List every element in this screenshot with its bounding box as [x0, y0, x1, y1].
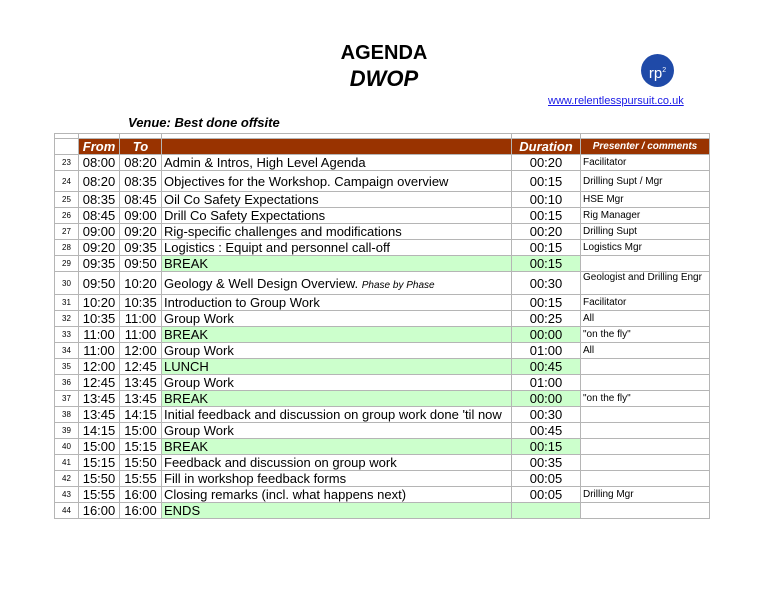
row-number: 27: [55, 224, 79, 240]
presenter-cell: [581, 439, 710, 455]
from-cell: 09:35: [79, 256, 120, 272]
presenter-cell: [581, 256, 710, 272]
activity-text: LUNCH: [164, 359, 209, 374]
table-row: [55, 224, 710, 240]
col-header-duration: Duration: [512, 139, 581, 155]
table-row: [55, 407, 710, 423]
company-logo: [641, 54, 674, 87]
presenter-cell: [581, 375, 710, 391]
activity-text: ENDS: [164, 503, 201, 518]
activity-cell: [162, 375, 512, 391]
activity-text: Group Work: [164, 423, 234, 438]
presenter-cell: Logistics Mgr: [581, 240, 710, 256]
from-cell: 08:45: [79, 208, 120, 224]
row-number: 43: [55, 487, 79, 503]
table-row: [55, 155, 710, 171]
presenter-cell: Facilitator: [581, 295, 710, 311]
to-cell: 12:00: [120, 343, 162, 359]
activity-text: Group Work: [164, 343, 234, 358]
to-cell: 10:20: [120, 272, 162, 295]
to-cell: 12:45: [120, 359, 162, 375]
presenter-cell: Drilling Mgr: [581, 487, 710, 503]
table-row: [55, 455, 710, 471]
duration-cell: 00:25: [512, 311, 581, 327]
activity-cell: [162, 359, 512, 375]
activity-cell: [162, 327, 512, 343]
header-corner: [55, 139, 79, 155]
to-cell: 09:20: [120, 224, 162, 240]
table-row: [55, 471, 710, 487]
to-cell: 09:00: [120, 208, 162, 224]
presenter-cell: All: [581, 343, 710, 359]
logo-text: rp: [648, 65, 663, 82]
activity-text: Rig-specific challenges and modifications: [164, 224, 402, 239]
presenter-cell: Drilling Supt: [581, 224, 710, 240]
table-row: [55, 311, 710, 327]
activity-cell: [162, 208, 512, 224]
activity-cell: [162, 240, 512, 256]
presenter-cell: [581, 359, 710, 375]
table-row: [55, 423, 710, 439]
duration-cell: 00:15: [512, 171, 581, 192]
from-cell: 11:00: [79, 327, 120, 343]
agenda-table: [54, 133, 710, 519]
activity-text: Geology & Well Design Overview.: [164, 275, 359, 291]
table-row: [55, 208, 710, 224]
from-cell: 08:20: [79, 171, 120, 192]
to-cell: 15:55: [120, 471, 162, 487]
activity-cell: [162, 471, 512, 487]
to-cell: 13:45: [120, 375, 162, 391]
presenter-cell: All: [581, 311, 710, 327]
row-number: 31: [55, 295, 79, 311]
row-number: 34: [55, 343, 79, 359]
activity-text: Oil Co Safety Expectations: [164, 192, 319, 207]
to-cell: 14:15: [120, 407, 162, 423]
to-cell: 08:45: [120, 192, 162, 208]
from-cell: 15:00: [79, 439, 120, 455]
row-number: 30: [55, 272, 79, 295]
col-header-presenter: Presenter / comments: [581, 139, 710, 155]
from-cell: 15:50: [79, 471, 120, 487]
row-number: 33: [55, 327, 79, 343]
duration-cell: 00:30: [512, 407, 581, 423]
duration-cell: 00:05: [512, 471, 581, 487]
from-cell: 12:00: [79, 359, 120, 375]
activity-cell: [162, 311, 512, 327]
from-cell: 12:45: [79, 375, 120, 391]
duration-cell: [512, 503, 581, 519]
to-cell: 15:50: [120, 455, 162, 471]
activity-cell: [162, 439, 512, 455]
table-row: [55, 359, 710, 375]
to-cell: 09:35: [120, 240, 162, 256]
row-number: 41: [55, 455, 79, 471]
row-number: 26: [55, 208, 79, 224]
to-cell: 13:45: [120, 391, 162, 407]
activity-text: BREAK: [164, 256, 209, 271]
to-cell: 11:00: [120, 311, 162, 327]
table-header-row: [55, 139, 710, 155]
activity-text: Logistics : Equipt and personnel call-off: [164, 240, 390, 255]
presenter-cell: "on the fly": [581, 327, 710, 343]
duration-cell: 00:15: [512, 256, 581, 272]
activity-text: BREAK: [164, 391, 209, 406]
to-cell: 16:00: [120, 487, 162, 503]
row-number: 29: [55, 256, 79, 272]
row-number: 25: [55, 192, 79, 208]
duration-cell: 00:45: [512, 423, 581, 439]
activity-cell: [162, 192, 512, 208]
table-row: [55, 171, 710, 192]
col-header-to: To: [120, 139, 162, 155]
from-cell: 14:15: [79, 423, 120, 439]
to-cell: 10:35: [120, 295, 162, 311]
row-number: 39: [55, 423, 79, 439]
to-cell: 08:20: [120, 155, 162, 171]
row-number: 36: [55, 375, 79, 391]
duration-cell: 00:20: [512, 155, 581, 171]
table-row: [55, 256, 710, 272]
table-row: [55, 272, 710, 295]
row-number: 40: [55, 439, 79, 455]
to-cell: 15:15: [120, 439, 162, 455]
to-cell: 15:00: [120, 423, 162, 439]
activity-cell: [162, 171, 512, 192]
from-cell: 15:15: [79, 455, 120, 471]
from-cell: 08:00: [79, 155, 120, 171]
activity-cell: [162, 256, 512, 272]
page-title: AGENDA: [340, 42, 428, 64]
duration-cell: 00:15: [512, 295, 581, 311]
activity-text: Drill Co Safety Expectations: [164, 208, 326, 223]
from-cell: 11:00: [79, 343, 120, 359]
activity-note: Phase by Phase: [361, 279, 435, 291]
duration-cell: 00:00: [512, 327, 581, 343]
to-cell: 11:00: [120, 327, 162, 343]
activity-text: Introduction to Group Work: [164, 295, 320, 310]
presenter-cell: [581, 423, 710, 439]
table-row: [55, 375, 710, 391]
duration-cell: 00:20: [512, 224, 581, 240]
from-cell: 15:55: [79, 487, 120, 503]
row-number: 42: [55, 471, 79, 487]
activity-text: Initial feedback and discussion on group work done 'til now: [164, 407, 502, 422]
table-row: [55, 487, 710, 503]
table-row: [55, 192, 710, 208]
presenter-cell: "on the fly": [581, 391, 710, 407]
presenter-cell: Geologist and Drilling Engr: [581, 272, 710, 295]
from-cell: 10:35: [79, 311, 120, 327]
table-row: [55, 295, 710, 311]
row-number: 35: [55, 359, 79, 375]
website-link[interactable]: www.relentlesspursuit.co.uk: [548, 95, 684, 107]
col-header-from: From: [79, 139, 120, 155]
activity-cell: [162, 391, 512, 407]
duration-cell: 00:00: [512, 391, 581, 407]
presenter-cell: [581, 455, 710, 471]
duration-cell: 00:35: [512, 455, 581, 471]
from-cell: 09:20: [79, 240, 120, 256]
duration-cell: 01:00: [512, 343, 581, 359]
presenter-cell: [581, 407, 710, 423]
page-subtitle: DWOP: [349, 66, 419, 91]
duration-cell: 00:30: [512, 272, 581, 295]
row-number: 24: [55, 171, 79, 192]
activity-cell: [162, 343, 512, 359]
from-cell: 13:45: [79, 407, 120, 423]
to-cell: 16:00: [120, 503, 162, 519]
duration-cell: 00:15: [512, 240, 581, 256]
from-cell: 16:00: [79, 503, 120, 519]
table-row: [55, 503, 710, 519]
activity-cell: [162, 295, 512, 311]
activity-cell: [162, 423, 512, 439]
activity-cell: [162, 503, 512, 519]
activity-cell: [162, 407, 512, 423]
activity-cell: [162, 155, 512, 171]
duration-cell: 00:15: [512, 208, 581, 224]
to-cell: 09:50: [120, 256, 162, 272]
presenter-cell: [581, 471, 710, 487]
table-row: [55, 327, 710, 343]
presenter-cell: Rig Manager: [581, 208, 710, 224]
to-cell: 08:35: [120, 171, 162, 192]
row-number: 28: [55, 240, 79, 256]
activity-cell: [162, 272, 512, 295]
row-number: 37: [55, 391, 79, 407]
table-row: [55, 439, 710, 455]
activity-text: Objectives for the Workshop. Campaign overview: [164, 173, 449, 189]
table-row: [55, 391, 710, 407]
from-cell: 10:20: [79, 295, 120, 311]
presenter-cell: HSE Mgr: [581, 192, 710, 208]
duration-cell: 01:00: [512, 375, 581, 391]
table-row: [55, 240, 710, 256]
duration-cell: 00:45: [512, 359, 581, 375]
from-cell: 08:35: [79, 192, 120, 208]
col-header-activity: [162, 139, 512, 155]
activity-text: Closing remarks (incl. what happens next): [164, 487, 407, 502]
duration-cell: 00:05: [512, 487, 581, 503]
presenter-cell: [581, 503, 710, 519]
logo-sup: 2: [662, 67, 667, 74]
activity-text: Group Work: [164, 375, 234, 390]
venue-label: Venue: Best done offsite: [128, 115, 280, 130]
activity-cell: [162, 455, 512, 471]
activity-text: Group Work: [164, 311, 234, 326]
row-number: 44: [55, 503, 79, 519]
row-number: 32: [55, 311, 79, 327]
activity-cell: [162, 487, 512, 503]
presenter-cell: Facilitator: [581, 155, 710, 171]
table-row: [55, 343, 710, 359]
presenter-cell: Drilling Supt / Mgr: [581, 171, 710, 192]
from-cell: 09:50: [79, 272, 120, 295]
row-number: 23: [55, 155, 79, 171]
activity-text: Admin & Intros, High Level Agenda: [164, 155, 366, 170]
activity-cell: [162, 224, 512, 240]
activity-text: Feedback and discussion on group work: [164, 455, 397, 470]
row-number: 38: [55, 407, 79, 423]
duration-cell: 00:15: [512, 439, 581, 455]
duration-cell: 00:10: [512, 192, 581, 208]
from-cell: 09:00: [79, 224, 120, 240]
activity-text: BREAK: [164, 439, 209, 454]
activity-text: BREAK: [164, 327, 209, 342]
activity-text: Fill in workshop feedback forms: [164, 471, 347, 486]
from-cell: 13:45: [79, 391, 120, 407]
